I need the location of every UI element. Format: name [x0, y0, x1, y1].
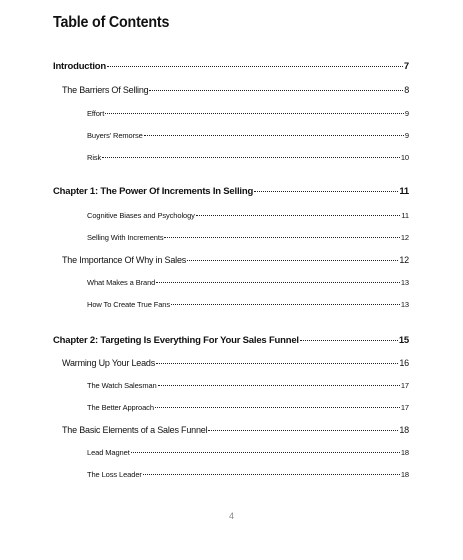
- toc-entry-page: 8: [404, 85, 409, 95]
- dot-leader: [156, 363, 398, 364]
- dot-leader: [300, 340, 398, 341]
- toc-entry-introduction[interactable]: [53, 61, 409, 72]
- toc-entry-cognitive-biases[interactable]: [87, 211, 409, 220]
- toc-entry-page: 12: [400, 233, 409, 242]
- toc-entry-title: The Watch Salesman: [87, 381, 157, 390]
- toc-entry-title: Lead Magnet: [87, 448, 130, 457]
- toc-entry-better-approach[interactable]: [87, 403, 409, 412]
- toc-entry-buyers-remorse[interactable]: [87, 131, 409, 140]
- dot-leader: [131, 452, 400, 453]
- toc-entry-page: 9: [404, 131, 409, 140]
- dot-leader: [107, 66, 403, 67]
- toc-entry-title: Selling With Increments: [87, 233, 164, 242]
- dot-leader: [254, 191, 398, 192]
- toc-entry-title: The Better Approach: [87, 403, 154, 412]
- toc-entry-barriers-of-selling[interactable]: [62, 85, 409, 95]
- dot-leader: [187, 260, 398, 261]
- toc-entry-title: Introduction: [53, 61, 107, 72]
- dot-leader: [196, 215, 401, 216]
- toc-entry-risk[interactable]: [87, 153, 409, 162]
- toc-entry-page: 7: [403, 61, 409, 72]
- toc-entry-basic-elements-sales-funnel[interactable]: [62, 425, 409, 435]
- dot-leader: [158, 385, 400, 386]
- toc-entry-title: The Basic Elements of a Sales Funnel: [62, 425, 208, 435]
- toc-entry-page: 11: [401, 211, 409, 220]
- toc-entry-title: Chapter 2: Targeting Is Everything For Your Sales Funnel: [53, 335, 299, 346]
- toc-entry-importance-of-why[interactable]: [62, 255, 409, 265]
- dot-leader: [102, 157, 400, 158]
- toc-entry-chapter-2[interactable]: [53, 335, 409, 346]
- toc-entry-page: 10: [400, 153, 409, 162]
- page-title: Table of Contents: [53, 14, 170, 31]
- toc-entry-title: Effort: [87, 109, 105, 118]
- dot-leader: [171, 304, 400, 305]
- toc-entry-page: 15: [398, 335, 409, 346]
- toc-entry-page: 18: [400, 470, 409, 479]
- toc-entry-effort[interactable]: [87, 109, 409, 118]
- toc-entry-warming-up-leads[interactable]: [62, 358, 409, 368]
- page-number: 4: [228, 511, 234, 521]
- toc-entry-title: The Importance Of Why in Sales: [62, 255, 187, 265]
- toc-entry-page: 16: [399, 358, 409, 368]
- toc-entry-title: How To Create True Fans: [87, 300, 171, 309]
- toc-entry-title: Warming Up Your Leads: [62, 358, 156, 368]
- dot-leader: [143, 474, 400, 475]
- toc-entry-page: 12: [399, 255, 409, 265]
- dot-leader: [144, 135, 404, 136]
- toc-entry-page: 17: [400, 403, 409, 412]
- toc-entry-lead-magnet[interactable]: [87, 448, 409, 457]
- dot-leader: [149, 90, 403, 91]
- dot-leader: [155, 407, 400, 408]
- toc-entry-title: Buyers’ Remorse: [87, 131, 143, 140]
- toc-entry-loss-leader[interactable]: [87, 470, 409, 479]
- toc-entry-what-makes-a-brand[interactable]: [87, 278, 409, 287]
- dot-leader: [105, 113, 404, 114]
- toc-entry-true-fans[interactable]: [87, 300, 409, 309]
- dot-leader: [164, 237, 399, 238]
- toc-entry-chapter-1[interactable]: [53, 186, 409, 197]
- toc-entry-watch-salesman[interactable]: [87, 381, 409, 390]
- toc-entry-page: 11: [399, 186, 409, 197]
- toc-entry-page: 13: [400, 300, 409, 309]
- dot-leader: [208, 430, 398, 431]
- toc-entry-page: 13: [400, 278, 409, 287]
- toc-entry-title: What Makes a Brand: [87, 278, 156, 287]
- toc-entry-page: 18: [400, 448, 409, 457]
- toc-entry-title: The Loss Leader: [87, 470, 142, 479]
- toc-entry-title: Cognitive Biases and Psychology: [87, 211, 195, 220]
- toc-entry-page: 17: [400, 381, 409, 390]
- toc-entry-title: Risk: [87, 153, 102, 162]
- toc-entry-title: Chapter 1: The Power Of Increments In Selling: [53, 186, 254, 197]
- toc-entry-page: 9: [404, 109, 409, 118]
- toc-entry-selling-with-increments[interactable]: [87, 233, 409, 242]
- dot-leader: [156, 282, 400, 283]
- toc-entry-title: The Barriers Of Selling: [62, 85, 149, 95]
- toc-entry-page: 18: [399, 425, 409, 435]
